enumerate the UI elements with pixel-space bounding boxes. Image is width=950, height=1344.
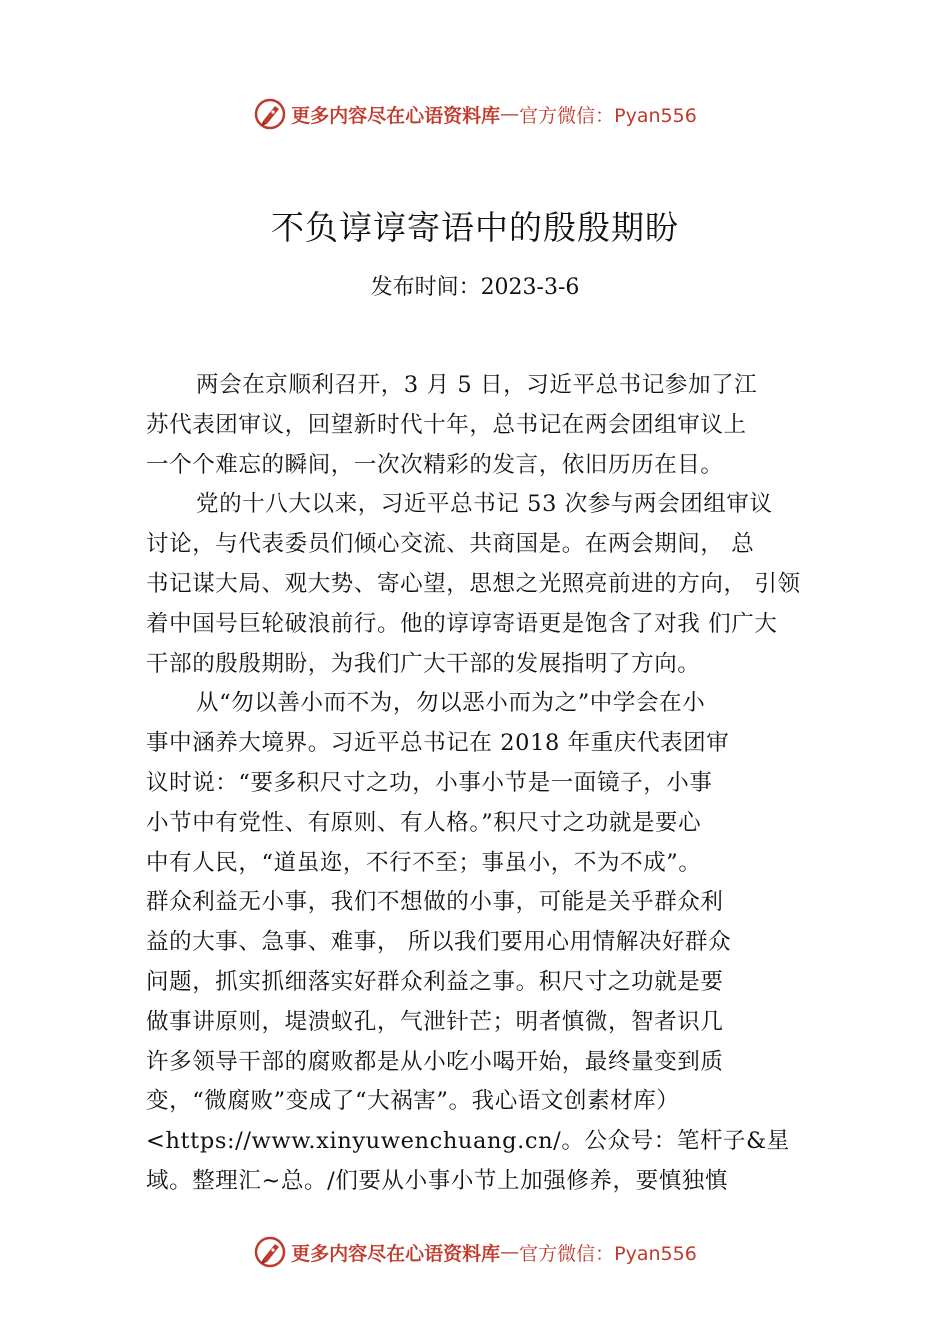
body-line: 变，“微腐败”变成了“大祸害”。我心语文创素材库） — [146, 1088, 680, 1115]
body-line: 许多领导干部的腐败都是从小吃小喝开始，最终量变到质 — [146, 1048, 724, 1075]
watermark-main-text: 更多内容尽在心语资料库 — [291, 1242, 501, 1265]
watermark-contact-text: 官方微信：Pyan556 — [519, 1242, 697, 1265]
body-line: 议时说：“要多积尺寸之功，小事小节是一面镜子，小事 — [146, 769, 713, 796]
body-line: 群众利益无小事，我们不想做的小事，可能是关乎群众利 — [146, 889, 724, 916]
body-line: 苏代表团审议，回望新时代十年，总书记在两会团组审议上 — [146, 411, 747, 438]
body-line: 一个个难忘的瞬间，一次次精彩的发言，依旧历历在目。 — [146, 451, 724, 478]
watermark-main-text: 更多内容尽在心语资料库 — [291, 104, 501, 127]
body-line: 中有人民，“道虽迩，不行不至；事虽小，不为不成”。 — [146, 849, 702, 876]
body-line: 域。整理汇~总。/们要从小事小节上加强修养，要慎独慎 — [146, 1167, 729, 1194]
watermark-separator: — — [500, 1241, 520, 1263]
body-line: 干部的殷殷期盼，为我们广大干部的发展指明了方向。 — [146, 650, 701, 677]
article-title: 不负谆谆寄语中的殷殷期盼 — [271, 208, 679, 247]
body-line: 从“勿以善小而不为，勿以恶小而为之”中学会在小 — [196, 690, 706, 717]
watermark-separator: — — [500, 103, 520, 125]
body-line: 事中涵养大境界。习近平总书记在 2018 年重庆代表团审 — [146, 730, 730, 757]
pen-nib-logo-icon — [253, 97, 287, 131]
publish-date: 发布时间：2023-3-6 — [370, 275, 580, 300]
pen-nib-logo-icon — [253, 1235, 287, 1269]
body-line: 着中国号巨轮破浪前行。他的谆谆寄语更是饱含了对我 们广大 — [146, 610, 778, 637]
body-line: 做事讲原则，堤溃蚁孔，气泄针芒；明者慎微，智者识几 — [146, 1008, 724, 1035]
watermark-contact-text: 官方微信：Pyan556 — [519, 104, 697, 127]
body-line: 讨论，与代表委员们倾心交流、共商国是。在两会期间， 总 — [146, 531, 755, 558]
body-line: 两会在京顺利召开，3 月 5 日，习近平总书记参加了江 — [196, 372, 758, 398]
footer-watermark — [0, 1232, 950, 1272]
body-line: 益的大事、急事、难事， 所以我们要用心用情解决好群众 — [146, 929, 732, 956]
body-line: 问题，抓实抓细落实好群众利益之事。积尺寸之功就是要 — [146, 968, 724, 995]
body-line: <https://www.xinyuwenchuang.cn/。公众号：笔杆子&星 — [146, 1128, 790, 1155]
body-line: 党的十八大以来，习近平总书记 53 次参与两会团组审议 — [196, 491, 773, 518]
header-watermark — [0, 94, 950, 134]
body-line: 书记谋大局、观大势、寄心望，思想之光照亮前进的方向， 引领 — [146, 570, 801, 597]
article-body — [146, 366, 836, 1202]
body-line: 小节中有党性、有原则、有人格。”积尺寸之功就是要心 — [146, 809, 702, 836]
